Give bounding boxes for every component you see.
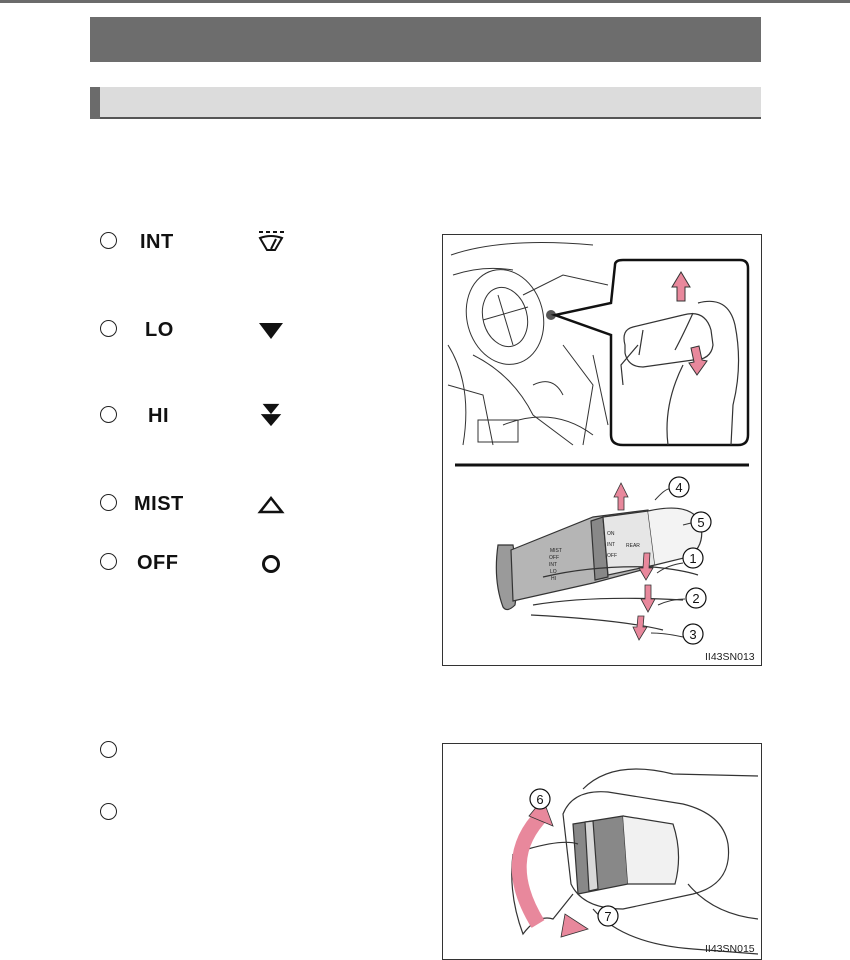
triangle-up-outline-icon — [256, 492, 286, 518]
lever-text: MIST — [550, 548, 562, 554]
wiper-rotation-illustration — [443, 744, 761, 959]
callout-3: 3 — [689, 627, 697, 642]
step-circle — [100, 320, 117, 337]
wiper-lever-illustration — [443, 235, 761, 665]
callout-5: 5 — [697, 515, 705, 530]
figure-wiper-rotation — [442, 743, 762, 960]
mode-label-lo: LO — [145, 319, 174, 341]
intermittent-wiper-icon — [256, 228, 286, 254]
lever-text: ON — [607, 531, 615, 537]
step-circle — [100, 741, 117, 758]
circle-outline-icon — [256, 551, 286, 577]
mode-label-off: OFF — [137, 552, 179, 574]
mode-label-hi: HI — [148, 405, 169, 427]
lever-text: HI — [551, 576, 556, 582]
step-circle — [100, 553, 117, 570]
figure-code: II43SN013 — [705, 651, 755, 663]
triangle-down-icon — [256, 318, 286, 344]
subsection-accent — [90, 87, 100, 119]
figure-code: II43SN015 — [705, 943, 755, 955]
mode-label-int: INT — [140, 231, 174, 253]
section-header-bar — [90, 17, 761, 62]
double-triangle-down-icon — [256, 402, 286, 428]
callout-1: 1 — [689, 551, 697, 566]
step-circle — [100, 803, 117, 820]
subsection-header-bar — [90, 87, 761, 119]
step-circle — [100, 406, 117, 423]
lever-text: LO — [550, 569, 557, 575]
callout-2: 2 — [692, 591, 700, 606]
top-rule — [0, 0, 850, 3]
callout-4: 4 — [675, 480, 683, 495]
callout-7: 7 — [604, 909, 612, 924]
mode-label-mist: MIST — [134, 493, 184, 515]
lever-text: INT — [607, 542, 616, 548]
step-circle — [100, 232, 117, 249]
callout-6: 6 — [536, 792, 544, 807]
step-circle — [100, 494, 117, 511]
lever-text: OFF — [607, 553, 617, 559]
lever-text: INT — [549, 562, 558, 568]
lever-text: REAR — [626, 543, 640, 549]
lever-text: OFF — [549, 555, 559, 561]
figure-wiper-lever-positions — [442, 234, 762, 666]
